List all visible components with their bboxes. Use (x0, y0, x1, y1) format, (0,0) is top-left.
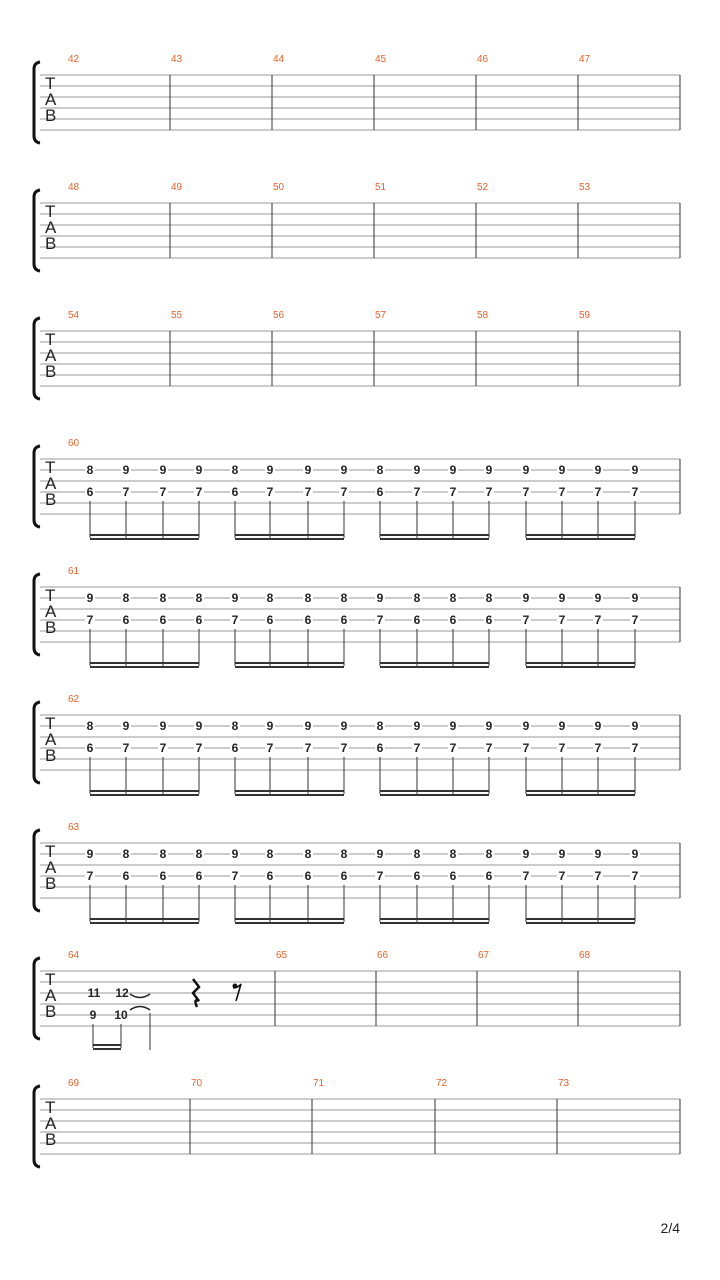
fret-number: 6 (485, 613, 493, 627)
fret-number: 9 (485, 719, 493, 733)
fret-number: 9 (122, 463, 130, 477)
fret-number: 6 (195, 869, 203, 883)
fret-number: 8 (159, 591, 167, 605)
measure-number: 54 (68, 310, 80, 321)
beam (380, 534, 489, 536)
system-bracket (34, 446, 40, 527)
measure-number: 50 (273, 182, 285, 193)
tab-clef-letter: B (45, 106, 57, 125)
fret-number: 9 (304, 719, 312, 733)
tab-clef-letter: T (45, 970, 56, 989)
system-bracket (34, 190, 40, 271)
fret-number: 9 (522, 591, 530, 605)
fret-number: 8 (413, 591, 421, 605)
fret-number: 6 (340, 869, 348, 883)
beam (235, 666, 344, 668)
system-bracket (34, 702, 40, 783)
fret-number: 7 (558, 869, 566, 883)
fret-number: 9 (266, 463, 274, 477)
beam (90, 534, 199, 536)
fret-number: 11 (87, 986, 101, 1000)
fret-number: 8 (413, 847, 421, 861)
fret-number: 9 (449, 719, 457, 733)
measure-number: 56 (273, 310, 285, 321)
fret-number: 8 (231, 463, 239, 477)
fret-number: 8 (376, 719, 384, 733)
fret-number: 9 (558, 591, 566, 605)
fret-number: 9 (89, 1008, 97, 1022)
beam (526, 538, 635, 540)
fret-number: 9 (195, 463, 203, 477)
fret-number: 7 (594, 485, 602, 499)
fret-number: 9 (522, 847, 530, 861)
fret-number: 7 (340, 485, 348, 499)
beam (526, 922, 635, 924)
beam (526, 794, 635, 796)
measure-number: 55 (171, 310, 183, 321)
tab-system (34, 950, 680, 1050)
fret-number: 7 (122, 741, 130, 755)
system-bracket (34, 958, 40, 1039)
tab-clef-letter: T (45, 74, 56, 93)
fret-number: 7 (522, 741, 530, 755)
fret-number: 9 (631, 591, 639, 605)
measure-number: 65 (276, 950, 288, 961)
fret-number: 9 (522, 463, 530, 477)
fret-number: 7 (522, 869, 530, 883)
tab-clef-letter: B (45, 874, 57, 893)
fret-number: 9 (376, 847, 384, 861)
beam (526, 662, 635, 664)
tab-clef-letter: T (45, 202, 56, 221)
measure-number: 71 (313, 1078, 325, 1089)
measure-number: 48 (68, 182, 80, 193)
measure-number: 60 (68, 438, 80, 449)
measure-number: 59 (579, 310, 591, 321)
fret-number: 6 (266, 869, 274, 883)
fret-number: 7 (558, 485, 566, 499)
tab-clef-letter: A (45, 858, 57, 877)
system-bracket (34, 62, 40, 143)
fret-number: 7 (558, 613, 566, 627)
fret-number: 9 (159, 463, 167, 477)
beam (380, 922, 489, 924)
fret-number: 6 (413, 613, 421, 627)
fret-number: 7 (159, 485, 167, 499)
tab-clef-letter: A (45, 90, 57, 109)
fret-number: 7 (594, 613, 602, 627)
beam (90, 662, 199, 664)
fret-number: 7 (594, 869, 602, 883)
fret-number: 8 (485, 847, 493, 861)
measure-number: 46 (477, 54, 489, 65)
fret-number: 7 (522, 485, 530, 499)
fret-number: 9 (304, 463, 312, 477)
fret-number: 6 (376, 485, 384, 499)
measure-number: 61 (68, 566, 80, 577)
fret-number: 9 (558, 463, 566, 477)
fret-number: 9 (631, 719, 639, 733)
fret-number: 7 (594, 741, 602, 755)
tab-system (34, 566, 680, 668)
tab-clef-letter: B (45, 1130, 57, 1149)
fret-number: 8 (485, 591, 493, 605)
tab-system (34, 1078, 680, 1167)
measure-number: 73 (558, 1078, 570, 1089)
fret-number: 6 (485, 869, 493, 883)
fret-number: 7 (266, 741, 274, 755)
measure-number: 68 (579, 950, 591, 961)
fret-number: 8 (195, 847, 203, 861)
tab-system (34, 182, 680, 271)
fret-number: 7 (376, 869, 384, 883)
fret-number: 9 (413, 719, 421, 733)
fret-number: 6 (449, 869, 457, 883)
fret-number: 7 (266, 485, 274, 499)
fret-number: 8 (266, 591, 274, 605)
fret-number: 6 (376, 741, 384, 755)
tab-system (34, 54, 680, 143)
tab-clef-letter: B (45, 362, 57, 381)
tab-clef-letter: B (45, 1002, 57, 1021)
fret-number: 7 (195, 485, 203, 499)
fret-number: 9 (86, 591, 94, 605)
beam (90, 922, 199, 924)
fret-number: 7 (159, 741, 167, 755)
fret-number: 9 (594, 591, 602, 605)
fret-number: 6 (122, 613, 130, 627)
fret-number: 12 (115, 986, 129, 1000)
fret-number: 7 (86, 869, 94, 883)
fret-number: 7 (304, 485, 312, 499)
fret-number: 9 (558, 847, 566, 861)
beam (235, 794, 344, 796)
beam (526, 666, 635, 668)
beam (235, 538, 344, 540)
tab-clef-letter: A (45, 218, 57, 237)
measure-number: 70 (191, 1078, 203, 1089)
fret-number: 6 (413, 869, 421, 883)
beam (526, 534, 635, 536)
fret-number: 6 (340, 613, 348, 627)
tab-system (34, 438, 680, 540)
tab-clef-letter: A (45, 602, 57, 621)
measure-number: 44 (273, 54, 285, 65)
fret-number: 8 (340, 591, 348, 605)
fret-number: 8 (449, 591, 457, 605)
fret-number: 10 (114, 1008, 128, 1022)
tab-system (34, 694, 680, 796)
fret-number: 7 (86, 613, 94, 627)
beam (93, 1048, 121, 1050)
tab-clef-letter: A (45, 1114, 57, 1133)
fret-number: 9 (594, 463, 602, 477)
fret-number: 7 (231, 613, 239, 627)
beam (90, 666, 199, 668)
fret-number: 6 (86, 741, 94, 755)
fret-number: 7 (631, 869, 639, 883)
fret-number: 6 (195, 613, 203, 627)
measure-number: 43 (171, 54, 183, 65)
measure-number: 64 (68, 950, 80, 961)
fret-number: 8 (449, 847, 457, 861)
fret-number: 6 (266, 613, 274, 627)
beam (90, 918, 199, 920)
fret-number: 7 (485, 741, 493, 755)
fret-number: 8 (304, 591, 312, 605)
tab-clef-letter: T (45, 330, 56, 349)
fret-number: 8 (159, 847, 167, 861)
fret-number: 8 (266, 847, 274, 861)
beam (235, 922, 344, 924)
beam (526, 790, 635, 792)
measure-number: 66 (377, 950, 389, 961)
tab-clef-letter: T (45, 714, 56, 733)
beam (380, 794, 489, 796)
tab-clef-letter: T (45, 586, 56, 605)
tab-clef-letter: B (45, 490, 57, 509)
tab-clef-letter: A (45, 730, 57, 749)
measure-number: 52 (477, 182, 489, 193)
fret-number: 9 (594, 719, 602, 733)
measure-number: 49 (171, 182, 183, 193)
fret-number: 7 (304, 741, 312, 755)
fret-number: 8 (122, 591, 130, 605)
tab-clef-letter: T (45, 842, 56, 861)
beam (380, 790, 489, 792)
system-bracket (34, 318, 40, 399)
tab-clef-letter: B (45, 746, 57, 765)
fret-number: 6 (449, 613, 457, 627)
fret-number: 6 (159, 613, 167, 627)
beam (90, 794, 199, 796)
fret-number: 7 (340, 741, 348, 755)
measure-number: 62 (68, 694, 80, 705)
fret-number: 9 (340, 719, 348, 733)
fret-number: 7 (413, 485, 421, 499)
fret-number: 9 (340, 463, 348, 477)
fret-number: 7 (195, 741, 203, 755)
fret-number: 8 (122, 847, 130, 861)
tab-clef-letter: A (45, 346, 57, 365)
fret-number: 6 (304, 613, 312, 627)
fret-number: 9 (594, 847, 602, 861)
fret-number: 7 (631, 613, 639, 627)
beam (90, 538, 199, 540)
fret-number: 9 (376, 591, 384, 605)
fret-number: 7 (376, 613, 384, 627)
fret-number: 9 (449, 463, 457, 477)
tab-clef-letter: B (45, 234, 57, 253)
fret-number: 6 (304, 869, 312, 883)
dead-note-x (130, 994, 150, 1010)
fret-number: 9 (631, 847, 639, 861)
fret-number: 9 (266, 719, 274, 733)
fret-number: 7 (231, 869, 239, 883)
page-number: 2/4 (660, 1220, 680, 1236)
fret-number: 6 (231, 741, 239, 755)
tab-clef-letter: B (45, 618, 57, 637)
fret-number: 9 (122, 719, 130, 733)
beam (380, 662, 489, 664)
measure-number: 69 (68, 1078, 80, 1089)
fret-number: 8 (195, 591, 203, 605)
beam (380, 918, 489, 920)
fret-number: 8 (86, 463, 94, 477)
fret-number: 9 (86, 847, 94, 861)
beam (235, 918, 344, 920)
fret-number: 6 (122, 869, 130, 883)
fret-number: 8 (376, 463, 384, 477)
fret-number: 7 (631, 741, 639, 755)
beam (235, 534, 344, 536)
fret-number: 7 (413, 741, 421, 755)
tab-system (34, 310, 680, 399)
beam (526, 918, 635, 920)
fret-number: 9 (195, 719, 203, 733)
tab-clef-letter: T (45, 458, 56, 477)
beam (380, 538, 489, 540)
measure-number: 51 (375, 182, 387, 193)
fret-number: 9 (522, 719, 530, 733)
fret-number: 7 (522, 613, 530, 627)
measure-number: 58 (477, 310, 489, 321)
measure-number: 47 (579, 54, 591, 65)
fret-number: 7 (631, 485, 639, 499)
system-bracket (34, 830, 40, 911)
beam (93, 1044, 121, 1046)
beam (380, 666, 489, 668)
measure-number: 53 (579, 182, 591, 193)
fret-number: 6 (86, 485, 94, 499)
tab-clef-letter: A (45, 474, 57, 493)
fret-number: 9 (413, 463, 421, 477)
measure-number: 45 (375, 54, 387, 65)
fret-number: 9 (485, 463, 493, 477)
fret-number: 7 (122, 485, 130, 499)
fret-number: 9 (631, 463, 639, 477)
fret-number: 7 (449, 485, 457, 499)
fret-number: 7 (449, 741, 457, 755)
tab-system (34, 822, 680, 924)
measure-number: 42 (68, 54, 80, 65)
beam (235, 790, 344, 792)
fret-number: 7 (558, 741, 566, 755)
fret-number: 9 (231, 847, 239, 861)
fret-number: 8 (86, 719, 94, 733)
tab-clef-letter: A (45, 986, 57, 1005)
beam (90, 790, 199, 792)
fret-number: 9 (558, 719, 566, 733)
measure-number: 72 (436, 1078, 448, 1089)
fret-number: 6 (231, 485, 239, 499)
fret-number: 8 (304, 847, 312, 861)
fret-number: 9 (159, 719, 167, 733)
beam (235, 662, 344, 664)
fret-number: 9 (231, 591, 239, 605)
fret-number: 8 (340, 847, 348, 861)
measure-number: 67 (478, 950, 490, 961)
measure-number: 57 (375, 310, 387, 321)
fret-number: 8 (231, 719, 239, 733)
tab-clef-letter: T (45, 1098, 56, 1117)
system-bracket (34, 1086, 40, 1167)
system-bracket (34, 574, 40, 655)
fret-number: 7 (485, 485, 493, 499)
fret-number: 6 (159, 869, 167, 883)
measure-number: 63 (68, 822, 80, 833)
